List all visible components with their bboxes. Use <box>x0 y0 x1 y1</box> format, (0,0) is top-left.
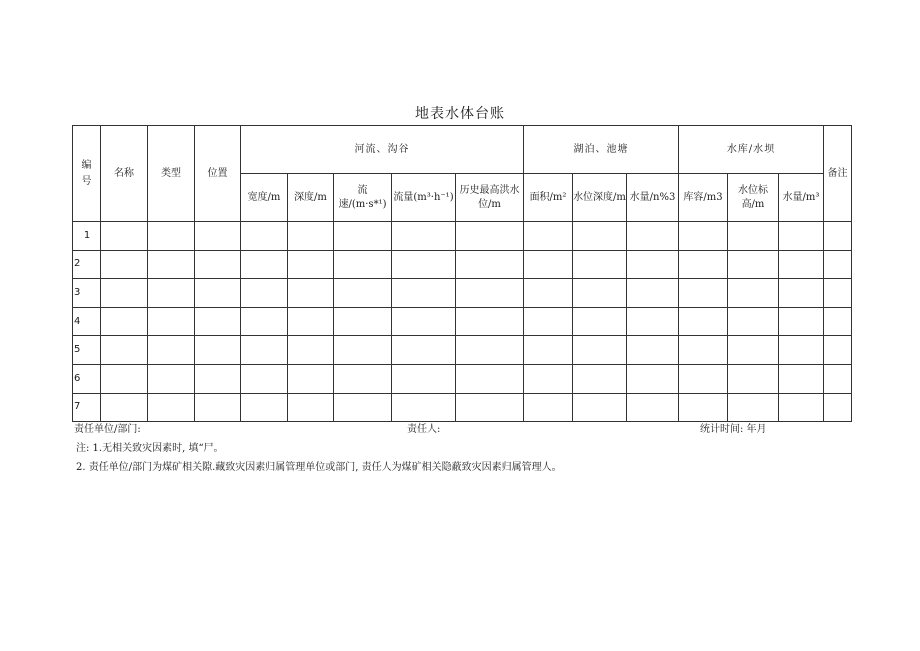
table-cell <box>392 250 456 279</box>
footer-responsible-person: 责任人: <box>407 424 441 435</box>
table-cell <box>524 222 573 251</box>
table-cell <box>392 279 456 308</box>
table-cell <box>334 307 392 336</box>
table-cell <box>148 364 195 393</box>
header-reservoir-water-level: 水位标高/m <box>728 174 779 222</box>
table-cell <box>101 222 148 251</box>
table-cell <box>824 336 852 365</box>
table-cell <box>524 279 573 308</box>
table-cell <box>334 222 392 251</box>
row-number: 1 <box>73 222 101 251</box>
table-cell <box>627 336 679 365</box>
header-lake-water-depth: 水位深度/m <box>573 174 627 222</box>
table-cell <box>728 307 779 336</box>
table-cell <box>627 364 679 393</box>
table-cell <box>392 364 456 393</box>
table-cell <box>101 279 148 308</box>
table-cell <box>728 279 779 308</box>
table-cell <box>334 279 392 308</box>
table-cell <box>456 336 524 365</box>
table-cell <box>679 279 728 308</box>
row-number: 4 <box>73 307 101 336</box>
table-cell <box>573 307 627 336</box>
table-cell <box>679 250 728 279</box>
header-position: 位置 <box>195 126 241 222</box>
header-group-river: 河流、沟谷 <box>241 126 524 174</box>
table-cell <box>101 364 148 393</box>
water-ledger-table <box>72 125 852 422</box>
table-cell <box>101 307 148 336</box>
table-cell <box>334 364 392 393</box>
table-cell <box>148 307 195 336</box>
table-cell <box>824 279 852 308</box>
table-cell <box>627 307 679 336</box>
table-cell <box>679 393 728 422</box>
table-cell <box>241 222 288 251</box>
table-cell <box>728 250 779 279</box>
table-cell <box>241 307 288 336</box>
table-cell <box>195 393 241 422</box>
header-river-velocity: 流速/(m·s*¹) <box>334 174 392 222</box>
table-cell <box>288 393 334 422</box>
header-river-flood-level: 历史最高洪水位/m <box>456 174 524 222</box>
table-cell <box>524 307 573 336</box>
table-cell <box>392 336 456 365</box>
table-cell <box>573 250 627 279</box>
table-cell <box>195 279 241 308</box>
table-cell <box>334 393 392 422</box>
table-row <box>73 336 852 365</box>
table-row <box>73 364 852 393</box>
page-title: 地表水体台账 <box>415 106 505 122</box>
table-cell <box>679 336 728 365</box>
row-number: 6 <box>73 364 101 393</box>
table-cell <box>148 393 195 422</box>
footer-responsible-unit: 责任单位/部门: <box>74 424 141 435</box>
header-lake-area: 面积/m² <box>524 174 573 222</box>
table-cell <box>679 222 728 251</box>
table-cell <box>524 250 573 279</box>
table-cell <box>148 336 195 365</box>
table-cell <box>288 279 334 308</box>
table-cell <box>195 307 241 336</box>
table-cell <box>779 364 824 393</box>
table-cell <box>824 222 852 251</box>
table-cell <box>456 222 524 251</box>
table-cell <box>779 336 824 365</box>
table-cell <box>392 222 456 251</box>
table-cell <box>627 250 679 279</box>
header-group-lake: 湖泊、池塘 <box>524 126 679 174</box>
table-cell <box>679 307 728 336</box>
table-cell <box>573 279 627 308</box>
table-cell <box>456 393 524 422</box>
header-river-width: 宽度/m <box>241 174 288 222</box>
table-cell <box>573 222 627 251</box>
table-cell <box>824 307 852 336</box>
header-remark: 备注 <box>824 126 852 222</box>
table-cell <box>456 279 524 308</box>
table-cell <box>573 364 627 393</box>
table-cell <box>195 222 241 251</box>
table-row <box>73 250 852 279</box>
table-cell <box>241 336 288 365</box>
header-lake-volume: 水量/n%3 <box>627 174 679 222</box>
header-name: 名称 <box>101 126 148 222</box>
footer-note-2: 2. 责任单位/部门为煤矿相关隙.藏致灾因素归属管理单位或部门, 责任人为煤矿相关隐蔽致灾因素归属管理人。 <box>76 462 562 473</box>
table-cell <box>456 364 524 393</box>
table-row <box>73 279 852 308</box>
table-cell <box>392 307 456 336</box>
header-group-reservoir: 水库/水坝 <box>679 126 824 174</box>
row-number: 3 <box>73 279 101 308</box>
table-cell <box>456 250 524 279</box>
table-cell <box>573 336 627 365</box>
table-cell <box>288 307 334 336</box>
table-cell <box>288 336 334 365</box>
table-cell <box>524 336 573 365</box>
table-cell <box>101 250 148 279</box>
table-cell <box>524 364 573 393</box>
table-cell <box>824 250 852 279</box>
header-reservoir-capacity: 库容/m3 <box>679 174 728 222</box>
footer-stat-time: 统计时间: 年月 <box>700 424 767 435</box>
table-cell <box>779 250 824 279</box>
table-cell <box>728 364 779 393</box>
table-row <box>73 393 852 422</box>
header-reservoir-volume: 水量/m³ <box>779 174 824 222</box>
table-cell <box>195 336 241 365</box>
header-river-flow: 流量(m³·h⁻¹) <box>392 174 456 222</box>
header-river-depth: 深度/m <box>288 174 334 222</box>
table-cell <box>728 222 779 251</box>
table-cell <box>392 393 456 422</box>
table-cell <box>288 222 334 251</box>
table-cell <box>824 364 852 393</box>
table-cell <box>573 393 627 422</box>
row-number: 5 <box>73 336 101 365</box>
table-cell <box>728 336 779 365</box>
table-cell <box>148 250 195 279</box>
table-cell <box>627 393 679 422</box>
table-row <box>73 307 852 336</box>
table-cell <box>241 393 288 422</box>
table-cell <box>679 364 728 393</box>
table-cell <box>195 364 241 393</box>
header-number: 编号 <box>73 126 101 222</box>
table-cell <box>627 279 679 308</box>
table-cell <box>334 336 392 365</box>
table-cell <box>101 336 148 365</box>
table-cell <box>241 250 288 279</box>
table-cell <box>148 279 195 308</box>
row-number: 2 <box>73 250 101 279</box>
header-type: 类型 <box>148 126 195 222</box>
table-row <box>73 222 852 251</box>
table-cell <box>524 393 573 422</box>
table-cell <box>288 364 334 393</box>
table-cell <box>101 393 148 422</box>
table-cell <box>824 393 852 422</box>
table-cell <box>728 393 779 422</box>
table-cell <box>779 222 824 251</box>
table-cell <box>627 222 679 251</box>
table-cell <box>241 364 288 393</box>
table-cell <box>779 279 824 308</box>
table-cell <box>288 250 334 279</box>
table-cell <box>779 393 824 422</box>
table-cell <box>779 307 824 336</box>
table-cell <box>148 222 195 251</box>
table-cell <box>195 250 241 279</box>
table-cell <box>241 279 288 308</box>
footer-note-1: 注: 1.无相关致灾因素时, 填“尸。 <box>76 443 224 454</box>
row-number: 7 <box>73 393 101 422</box>
table-cell <box>456 307 524 336</box>
table-cell <box>334 250 392 279</box>
